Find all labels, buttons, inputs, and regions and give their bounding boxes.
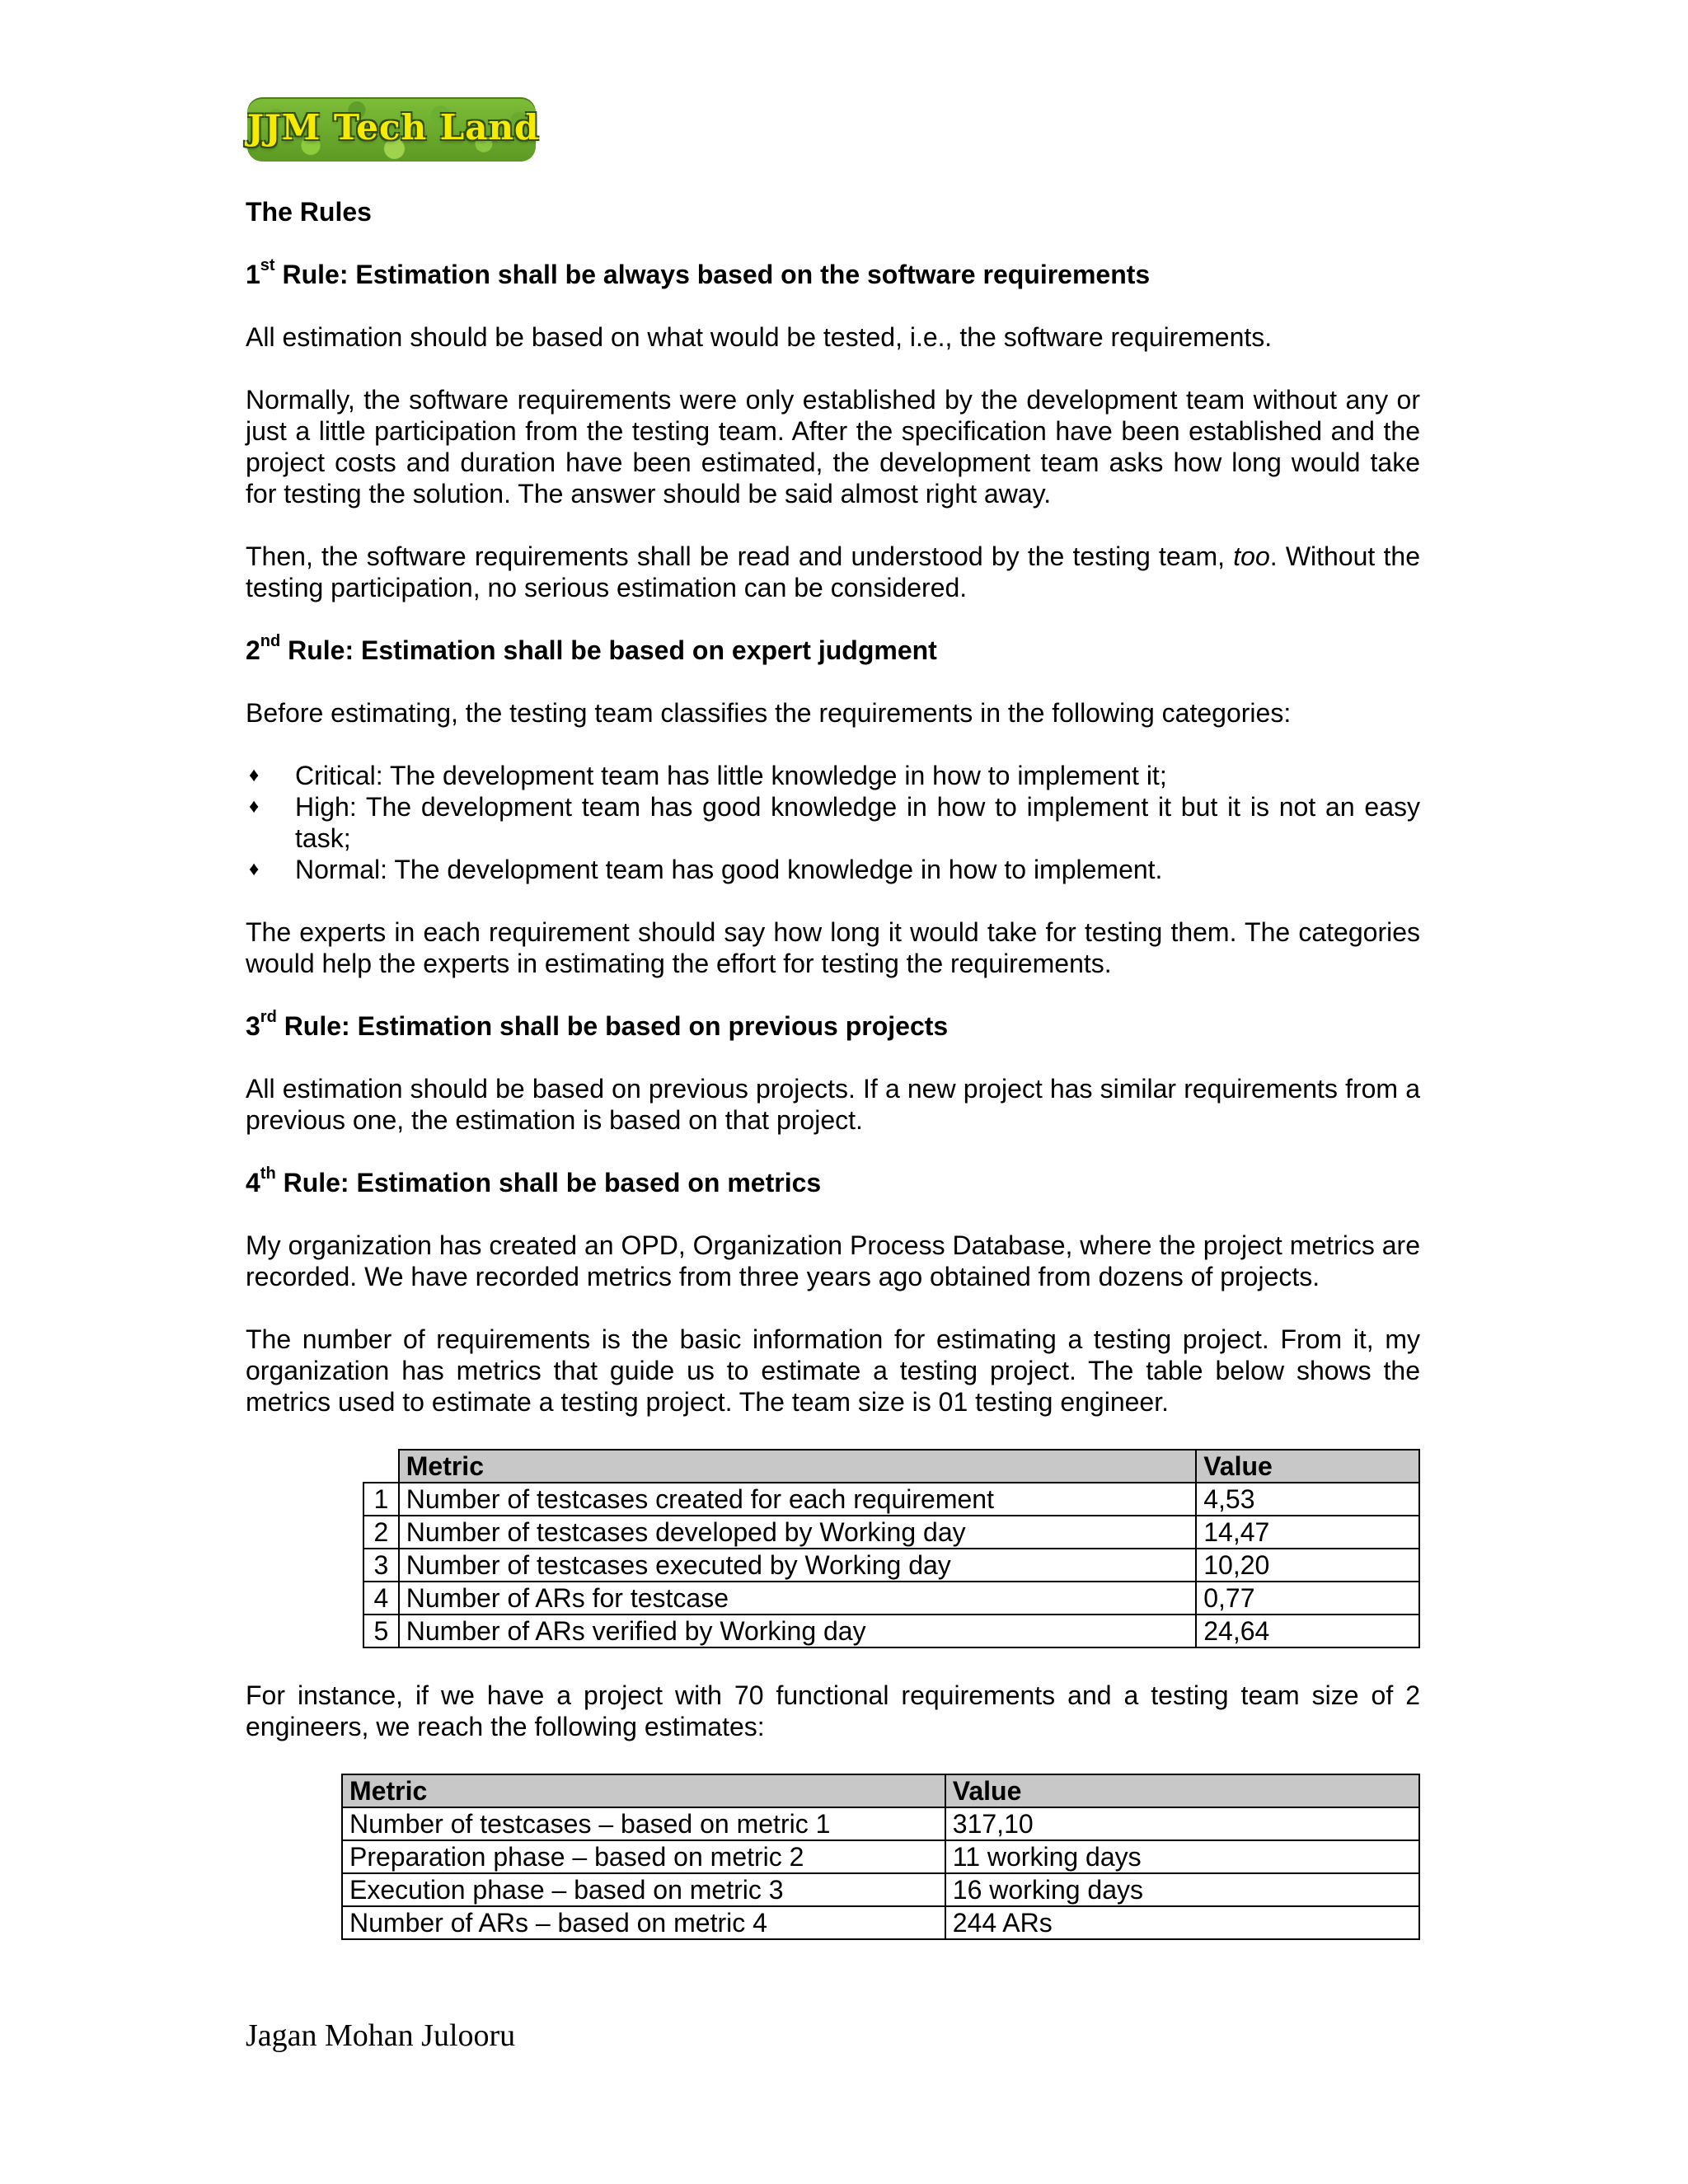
rule-2-intro: Before estimating, the testing team classifies the requirements in the following categories: [246,698,1292,728]
table-cell-index: 4 [363,1582,399,1615]
rule-1-heading [246,256,1420,290]
rule-1-paragraph-3 [246,541,1420,603]
table-cell-metric: Number of testcases – based on metric 1 [342,1807,945,1840]
table-row [342,1873,1419,1906]
document-body [246,196,1420,1971]
list-item-text: High: The development team has good knowledge in how to implement it but it is not an easy task; [295,792,1420,853]
estimates-table [341,1774,1420,1940]
table-cell-value: 11 working days [945,1840,1419,1873]
table-header-row [342,1774,1419,1807]
diamond-bullet-icon: ♦ [249,795,260,818]
rule-1-heading-text: Rule: Estimation shall be always based on the software requirements [282,260,1151,289]
rule-1-suffix: st [260,256,275,274]
page-title: The Rules [246,197,372,227]
table-cell-metric: Number of testcases created for each requirement [399,1483,1196,1516]
rule-1-number: 1 [246,260,260,289]
rule-3-number: 3 [246,1011,260,1041]
rule-1-paragraph-2: Normally, the software requirements were only established by the development team without any or just a little participation from the testing team. After the specification have been established and the project costs and duration have been estimated, the development team asks how long would take for testing the solution. The answer should be said almost right away. [246,385,1420,509]
rule-3-heading [246,1010,1420,1042]
rule-2-closing: The experts in each requirement should say how long it would take for testing them. The categories would help the experts in estimating the effort for testing the requirements. [246,917,1420,978]
table-cell-value: 16 working days [945,1873,1419,1906]
author-footer: Jagan Mohan Julooru [246,2018,516,2053]
example-paragraph: For instance, if we have a project with 70 functional requirements and a testing team size of 2 engineers, we reach the following estimates: [246,1680,1420,1741]
rule-4-heading-text: Rule: Estimation shall be based on metrics [283,1168,822,1197]
table-cell-index: 5 [363,1615,399,1647]
list-item [246,760,1420,791]
rule-4-paragraph-2: The number of requirements is the basic information for estimating a testing project. From it, my organization has metrics that guide us to estimate a testing project. The table below shows the metrics used to estimate a testing project. The team size is 01 testing engineer. [246,1324,1420,1417]
table-cell-value: 14,47 [1196,1516,1419,1549]
table-row [363,1582,1419,1615]
table-cell-index: 1 [363,1483,399,1516]
rule-4-heading [246,1167,1420,1198]
table-row [363,1516,1419,1549]
rule-4-suffix: th [260,1165,276,1183]
table-cell-index: 3 [363,1549,399,1582]
list-item-text: Normal: The development team has good knowledge in how to implement. [295,855,1163,884]
table-header-value: Value [1196,1450,1419,1483]
table-cell-value: 0,77 [1196,1582,1419,1615]
category-list [246,760,1420,885]
table-cell-metric: Number of ARs verified by Working day [399,1615,1196,1647]
logo-text: JJM Tech Land [247,107,540,148]
rule-1-closing-emphasis: too [1233,541,1270,571]
rule-3-paragraph: All estimation should be based on previous projects. If a new project has similar requirements from a previous one, the estimation is based on that project. [246,1074,1420,1135]
table-cell-value: 244 ARs [945,1906,1419,1939]
rule-4-paragraph-1: My organization has created an OPD, Organization Process Database, where the project metrics are recorded. We have recorded metrics from three years ago obtained from dozens of projects. [246,1230,1420,1291]
table-corner-cell [363,1450,399,1483]
table-row [363,1549,1419,1582]
logo [247,97,540,162]
list-item [246,854,1420,885]
metrics-table [363,1449,1420,1648]
rule-2-number: 2 [246,635,260,665]
list-item-text: Critical: The development team has little knowledge in how to implement it; [295,761,1167,790]
table-header-metric: Metric [342,1774,945,1807]
rule-1-closing-after: . Without the testing participation, no serious estimation can be considered. [246,541,1421,602]
table-cell-metric: Execution phase – based on metric 3 [342,1873,945,1906]
diamond-bullet-icon: ♦ [249,858,260,880]
table-cell-value: 10,20 [1196,1549,1419,1582]
table-cell-value: 4,53 [1196,1483,1419,1516]
table-cell-metric: Number of testcases executed by Working day [399,1549,1196,1582]
rule-3-heading-text: Rule: Estimation shall be based on previous projects [284,1011,949,1041]
table-row [342,1906,1419,1939]
table-cell-metric: Number of ARs for testcase [399,1582,1196,1615]
table-cell-metric: Preparation phase – based on metric 2 [342,1840,945,1873]
table-cell-index: 2 [363,1516,399,1549]
table-header-value: Value [945,1774,1419,1807]
table-row [363,1615,1419,1647]
table-row [342,1807,1419,1840]
table-header-row [363,1450,1419,1483]
rule-2-heading [246,632,1420,666]
rule-2-heading-text: Rule: Estimation shall be based on expert judgment [288,635,937,665]
table-row [342,1840,1419,1873]
table-cell-value: 317,10 [945,1807,1419,1840]
rule-1-closing-before: Then, the software requirements shall be read and understood by the testing team, [246,541,1234,571]
rule-2-suffix: nd [260,632,281,650]
rule-1-paragraph-1: All estimation should be based on what would be tested, i.e., the software requirements. [246,322,1273,352]
table-header-metric: Metric [399,1450,1196,1483]
table-cell-metric: Number of testcases developed by Working day [399,1516,1196,1549]
table-row [363,1483,1419,1516]
table-cell-metric: Number of ARs – based on metric 4 [342,1906,945,1939]
list-item [246,791,1420,854]
rule-4-number: 4 [246,1168,260,1197]
rule-3-suffix: rd [260,1008,277,1026]
table-cell-value: 24,64 [1196,1615,1419,1647]
diamond-bullet-icon: ♦ [249,764,260,786]
